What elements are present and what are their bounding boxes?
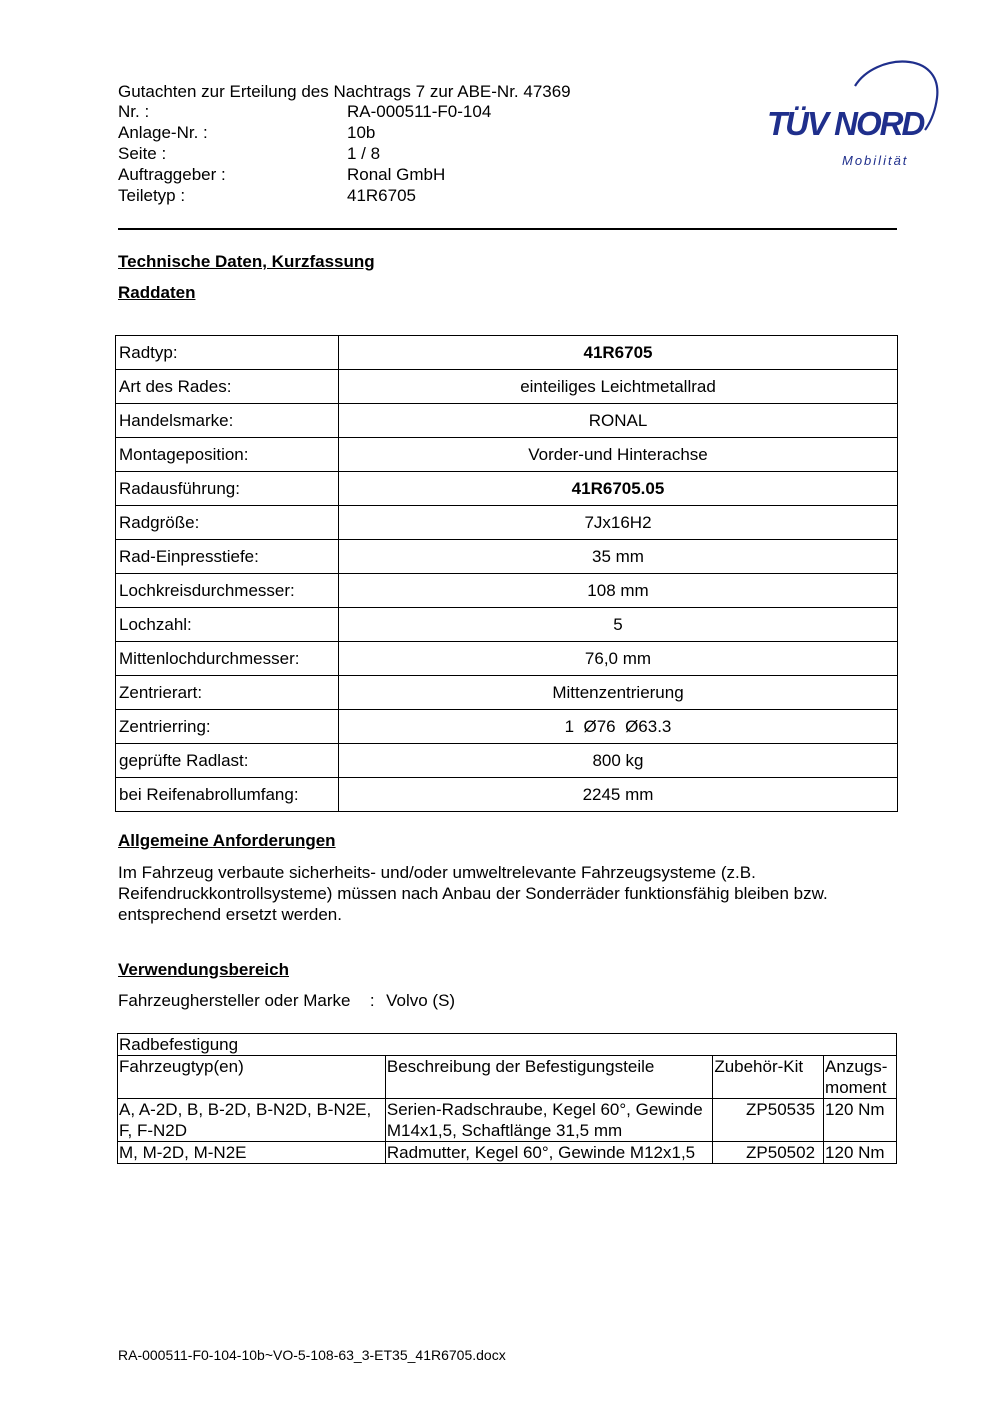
table-caption-row — [118, 1034, 897, 1056]
column-header: Anzugs-moment — [824, 1056, 897, 1099]
document-title: Gutachten zur Erteilung des Nachtrags 7 zur ABE-Nr. 47369 — [118, 82, 571, 101]
row-label: Art des Rades: — [116, 370, 339, 404]
table-row — [118, 1142, 897, 1164]
torque-cell: 120 Nm — [824, 1142, 897, 1164]
footer-filename: RA-000511-F0-104-10b~VO-5-108-63_3-ET35_41R6705.docx — [118, 1347, 506, 1363]
row-value: 2245 mm — [339, 778, 898, 812]
table-row — [116, 710, 898, 744]
section-title-verwendung: Verwendungsbereich — [118, 960, 289, 979]
table-row — [116, 574, 898, 608]
row-value: 41R6705.05 — [339, 472, 898, 506]
allgemein-paragraph: Im Fahrzeug verbaute sicherheits- und/oder umweltrelevante Fahrzeugsysteme (z.B. Reifendruckkontrollsysteme) müssen nach Anbau der Sonderräder funktionsfähig bleiben bzw. entsprechend ersetzt werden. — [118, 863, 828, 924]
table-row — [116, 404, 898, 438]
table-row — [118, 1099, 897, 1142]
manufacturer-separator: : — [369, 991, 375, 1010]
logo-sub-text: Mobilität — [842, 153, 909, 168]
row-value: RONAL — [339, 404, 898, 438]
row-value: Mittenzentrierung — [339, 676, 898, 710]
section-title-tech: Technische Daten, Kurzfassung — [118, 252, 375, 271]
torque-cell: 120 Nm — [824, 1099, 897, 1142]
row-value: 1 Ø76 Ø63.3 — [339, 710, 898, 744]
row-value: 7Jx16H2 — [339, 506, 898, 540]
column-header: Zubehör-Kit — [713, 1056, 824, 1099]
row-label: Handelsmarke: — [116, 404, 339, 438]
section-title-raddaten: Raddaten — [118, 283, 196, 302]
description-cell: Serien-Radschraube, Kegel 60°, Gewinde M14x1,5, Schaftlänge 31,5 mm — [385, 1099, 712, 1142]
field-label: Auftraggeber : — [118, 165, 226, 184]
row-label: Radtyp: — [116, 336, 339, 370]
field-value: Ronal GmbH — [347, 165, 446, 184]
header-divider — [118, 228, 897, 230]
manufacturer-line — [118, 991, 455, 1011]
row-value: Vorder-und Hinterachse — [339, 438, 898, 472]
table-row — [116, 642, 898, 676]
mounting-table — [117, 1033, 897, 1164]
vehicle-types-cell: A, A-2D, B, B-2D, B-N2D, B-N2E, F, F-N2D — [118, 1099, 386, 1142]
table-row — [116, 438, 898, 472]
logo-brand-text: TÜV NORD — [767, 105, 924, 142]
field-value: 41R6705 — [347, 186, 417, 205]
column-header: Fahrzeugtyp(en) — [118, 1056, 386, 1099]
row-label: Radgröße: — [116, 506, 339, 540]
section-title-allgemein: Allgemeine Anforderungen — [118, 831, 336, 850]
vehicle-types-cell: M, M-2D, M-N2E — [118, 1142, 386, 1164]
row-label: Zentrierart: — [116, 676, 339, 710]
manufacturer-label: Fahrzeughersteller oder Marke — [118, 991, 351, 1010]
table-row — [116, 744, 898, 778]
row-value: einteiliges Leichtmetallrad — [339, 370, 898, 404]
tuv-nord-logo — [765, 58, 945, 173]
row-label: Lochkreisdurchmesser: — [116, 574, 339, 608]
table-row — [116, 336, 898, 370]
table-row — [116, 472, 898, 506]
row-label: Mittenlochdurchmesser: — [116, 642, 339, 676]
row-label: Radausführung: — [116, 472, 339, 506]
field-label: Seite : — [118, 144, 167, 163]
table-row — [116, 370, 898, 404]
field-label: Anlage-Nr. : — [118, 123, 208, 142]
row-label: Zentrierring: — [116, 710, 339, 744]
row-label: bei Reifenabrollumfang: — [116, 778, 339, 812]
table-caption: Radbefestigung — [118, 1034, 897, 1056]
row-value: 35 mm — [339, 540, 898, 574]
row-value: 108 mm — [339, 574, 898, 608]
description-cell: Radmutter, Kegel 60°, Gewinde M12x1,5 — [385, 1142, 712, 1164]
header-fields — [0, 102, 700, 207]
table-row — [116, 540, 898, 574]
row-label: geprüfte Radlast: — [116, 744, 339, 778]
row-value: 5 — [339, 608, 898, 642]
kit-cell: ZP50535 — [713, 1099, 824, 1142]
field-label: Nr. : — [118, 102, 150, 121]
column-header: Beschreibung der Befestigungsteile — [385, 1056, 712, 1099]
table-row — [116, 506, 898, 540]
table-header-row — [118, 1056, 897, 1099]
row-value: 41R6705 — [339, 336, 898, 370]
row-label: Lochzahl: — [116, 608, 339, 642]
kit-cell: ZP50502 — [713, 1142, 824, 1164]
field-value: RA-000511-F0-104 — [347, 102, 492, 121]
row-label: Rad-Einpresstiefe: — [116, 540, 339, 574]
field-label: Teiletyp : — [118, 186, 186, 205]
wheel-data-table — [115, 335, 898, 812]
table-row — [116, 608, 898, 642]
row-value: 76,0 mm — [339, 642, 898, 676]
field-value: 1 / 8 — [347, 144, 381, 163]
row-label: Montageposition: — [116, 438, 339, 472]
field-value: 10b — [347, 123, 376, 142]
table-row — [116, 778, 898, 812]
manufacturer-value: Volvo (S) — [386, 991, 456, 1010]
table-row — [116, 676, 898, 710]
row-value: 800 kg — [339, 744, 898, 778]
